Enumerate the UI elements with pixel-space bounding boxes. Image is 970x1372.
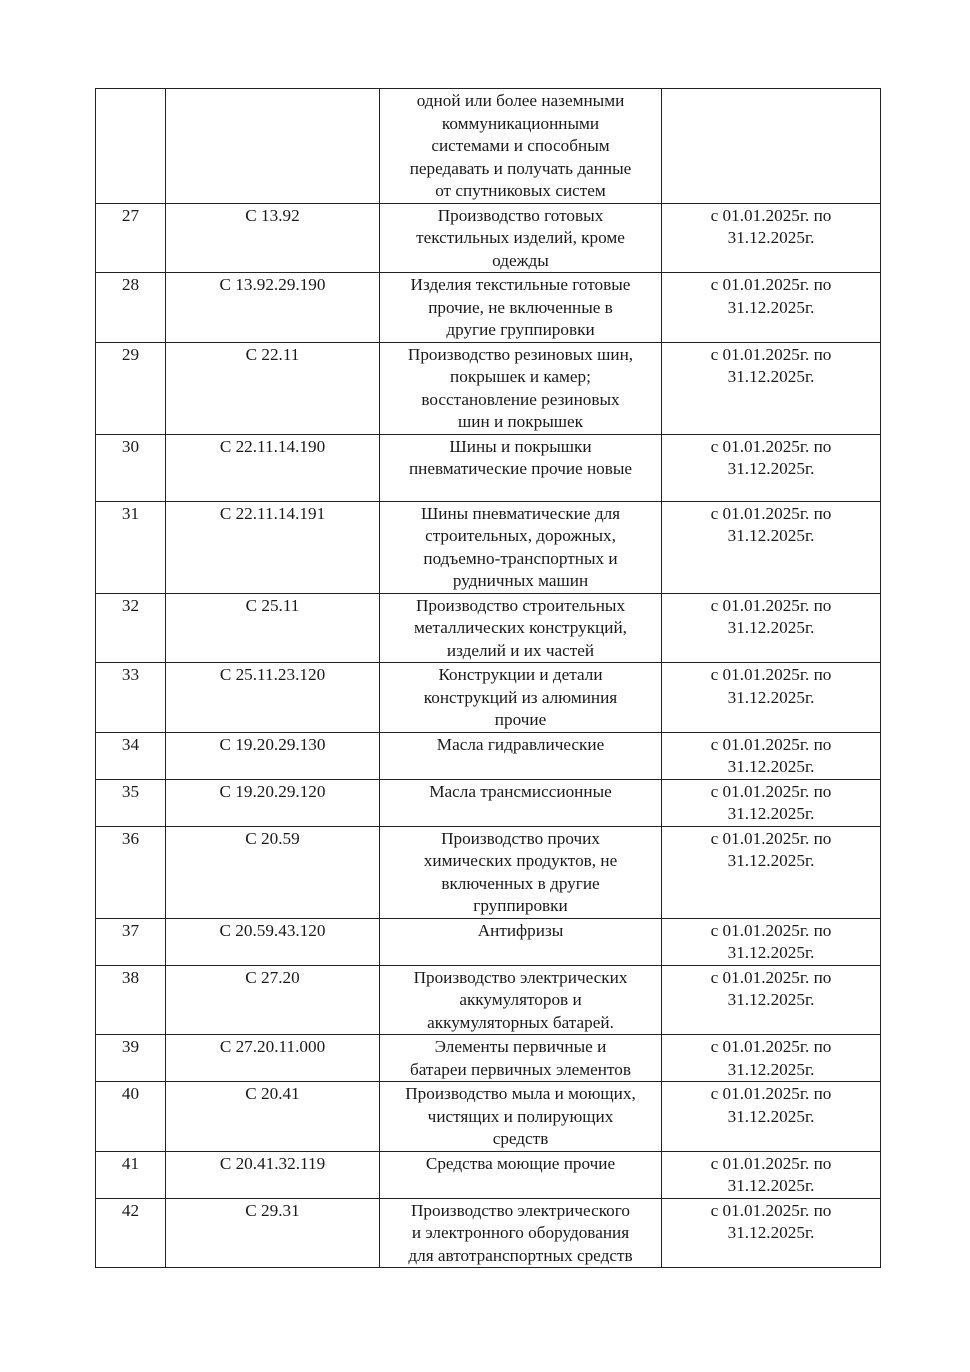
product-name-line: для автотранспортных средств xyxy=(408,1245,633,1265)
validity-period-line: с 01.01.2025г. по xyxy=(710,828,832,848)
validity-period-cell xyxy=(662,779,881,826)
okpd-code-cell: С 29.31 xyxy=(166,1198,380,1268)
product-name-cell xyxy=(380,826,662,918)
table-body xyxy=(96,89,881,1268)
row-number-cell: 28 xyxy=(96,273,166,343)
row-number-cell: 29 xyxy=(96,342,166,434)
product-name-line: химических продуктов, не xyxy=(423,851,618,870)
product-name-line: другие группировки xyxy=(446,320,595,339)
validity-period-cell xyxy=(662,826,881,918)
validity-period-line: 31.12.2025г. xyxy=(727,526,815,545)
validity-period-line: с 01.01.2025г. по xyxy=(710,1200,832,1220)
table-row xyxy=(96,593,881,663)
okpd-code-cell: С 20.41 xyxy=(166,1082,380,1152)
validity-period-line: 31.12.2025г. xyxy=(727,851,815,870)
product-name-cell xyxy=(380,1198,662,1268)
row-number-cell: 37 xyxy=(96,918,166,965)
table-row xyxy=(96,434,881,501)
row-number-cell: 33 xyxy=(96,663,166,733)
validity-period-line: с 01.01.2025г. по xyxy=(710,503,832,523)
product-name-line: Производство резиновых шин, xyxy=(407,344,634,364)
validity-period-line: 31.12.2025г. xyxy=(727,618,815,637)
validity-period-line: с 01.01.2025г. по xyxy=(710,781,832,801)
validity-period-cell xyxy=(662,203,881,273)
table-row xyxy=(96,1035,881,1082)
validity-period-line: с 01.01.2025г. по xyxy=(710,344,832,364)
product-name-line: покрышек и камер; xyxy=(450,367,591,386)
okpd-code-cell: С 20.41.32.119 xyxy=(166,1151,380,1198)
table-row xyxy=(96,203,881,273)
okpd-code-cell: С 25.11 xyxy=(166,593,380,663)
validity-period-line: с 01.01.2025г. по xyxy=(710,734,832,754)
product-name-line: рудничных машин xyxy=(452,571,589,590)
validity-period-line: 31.12.2025г. xyxy=(727,297,815,317)
okpd-code-cell: С 19.20.29.120 xyxy=(166,779,380,826)
product-name-line: батареи первичных элементов xyxy=(410,1059,631,1079)
product-name-line: Антифризы xyxy=(477,920,564,940)
okpd-code-cell: С 22.11.14.190 xyxy=(166,434,380,501)
row-number-cell: 36 xyxy=(96,826,166,918)
product-name-line: Масла трансмиссионные xyxy=(429,781,612,801)
okpd-code-cell: С 22.11 xyxy=(166,342,380,434)
product-name-line: Средства моющие прочие xyxy=(425,1153,616,1173)
validity-period-line: 31.12.2025г. xyxy=(727,757,815,776)
product-name-line: Производство готовых xyxy=(437,205,604,225)
product-name-line: средств xyxy=(492,1129,549,1148)
validity-period-cell xyxy=(662,501,881,593)
validity-period-line: 31.12.2025г. xyxy=(727,228,815,247)
validity-period-line: 31.12.2025г. xyxy=(727,367,815,386)
product-name-line: Масла гидравлические xyxy=(436,734,605,754)
product-name-cell xyxy=(380,203,662,273)
product-name-line: Производство мыла и моющих, xyxy=(405,1084,636,1103)
validity-period-cell xyxy=(662,89,881,204)
validity-period-line: с 01.01.2025г. по xyxy=(710,1037,832,1056)
product-name-cell xyxy=(380,1151,662,1198)
product-name-line: текстильных изделий, кроме xyxy=(416,228,625,247)
product-name-line: Элементы первичные и xyxy=(434,1037,607,1056)
product-name-line: группировки xyxy=(473,896,568,915)
registry-table xyxy=(95,88,881,1268)
validity-period-cell xyxy=(662,273,881,343)
product-name-line: передавать и получать данные xyxy=(409,158,632,178)
validity-period-line: с 01.01.2025г. по xyxy=(710,665,832,684)
table-row xyxy=(96,1151,881,1198)
table-row xyxy=(96,1082,881,1152)
row-number-cell: 34 xyxy=(96,732,166,779)
validity-period-line: 31.12.2025г. xyxy=(727,1223,815,1242)
product-name-cell xyxy=(380,342,662,434)
okpd-code-cell: С 19.20.29.130 xyxy=(166,732,380,779)
row-number-cell: 32 xyxy=(96,593,166,663)
row-number-cell: 42 xyxy=(96,1198,166,1268)
row-number-cell: 40 xyxy=(96,1082,166,1152)
row-number-cell: 41 xyxy=(96,1151,166,1198)
validity-period-cell xyxy=(662,434,881,501)
validity-period-line: 31.12.2025г. xyxy=(727,990,815,1009)
product-name-cell xyxy=(380,779,662,826)
product-name-line: включенных в другие xyxy=(441,873,600,893)
product-name-cell xyxy=(380,1035,662,1082)
validity-period-line: с 01.01.2025г. по xyxy=(710,205,832,225)
product-name-line: системами и способным xyxy=(431,136,610,155)
product-name-line: коммуникационными xyxy=(441,113,600,133)
product-name-line: прочие xyxy=(494,710,547,729)
okpd-code-cell: С 13.92.29.190 xyxy=(166,273,380,343)
validity-period-line: с 01.01.2025г. по xyxy=(710,1153,832,1173)
product-name-line: чистящих и полирующих xyxy=(427,1106,614,1126)
table-row xyxy=(96,732,881,779)
table-row xyxy=(96,663,881,733)
validity-period-cell xyxy=(662,918,881,965)
okpd-code-cell: С 27.20.11.000 xyxy=(166,1035,380,1082)
product-name-line: конструкций из алюминия xyxy=(423,687,618,707)
table-row xyxy=(96,273,881,343)
okpd-code-cell: С 22.11.14.191 xyxy=(166,501,380,593)
product-name-line: Шины пневматические для xyxy=(420,503,621,523)
product-name-line: Производство строительных xyxy=(415,595,626,615)
validity-period-line: с 01.01.2025г. по xyxy=(710,920,832,940)
product-name-line: металлических конструкций, xyxy=(414,618,627,637)
row-number-cell: 35 xyxy=(96,779,166,826)
row-number-cell: 38 xyxy=(96,965,166,1035)
validity-period-cell xyxy=(662,593,881,663)
product-name-line: Производство электрического xyxy=(411,1200,630,1220)
table-row xyxy=(96,918,881,965)
validity-period-line: с 01.01.2025г. по xyxy=(710,967,832,987)
table-row xyxy=(96,1198,881,1268)
validity-period-line: с 01.01.2025г. по xyxy=(710,275,832,294)
product-name-cell xyxy=(380,434,662,501)
product-name-cell xyxy=(380,593,662,663)
product-name-line: пневматические прочие новые xyxy=(408,459,633,478)
product-name-cell xyxy=(380,501,662,593)
okpd-code-cell: С 25.11.23.120 xyxy=(166,663,380,733)
table-row xyxy=(96,501,881,593)
product-name-line: изделий и их частей xyxy=(446,640,595,660)
row-number-cell: 30 xyxy=(96,434,166,501)
validity-period-cell xyxy=(662,342,881,434)
product-name-line: и электронного оборудования xyxy=(411,1223,630,1242)
validity-period-line: 31.12.2025г. xyxy=(727,943,815,962)
product-name-cell xyxy=(380,89,662,204)
product-name-line: прочие, не включенные в xyxy=(428,297,613,317)
row-number-cell: 31 xyxy=(96,501,166,593)
validity-period-cell xyxy=(662,732,881,779)
validity-period-line: с 01.01.2025г. по xyxy=(710,1084,832,1103)
product-name-cell xyxy=(380,1082,662,1152)
validity-period-line: 31.12.2025г. xyxy=(727,687,815,707)
table-row xyxy=(96,826,881,918)
validity-period-cell xyxy=(662,965,881,1035)
product-name-cell xyxy=(380,918,662,965)
okpd-code-cell: С 13.92 xyxy=(166,203,380,273)
row-number-cell: 27 xyxy=(96,203,166,273)
table-row xyxy=(96,89,881,204)
product-name-line: Конструкции и детали xyxy=(438,665,603,684)
product-name-line: шин и покрышек xyxy=(458,412,583,431)
table-row xyxy=(96,965,881,1035)
table-row xyxy=(96,779,881,826)
product-name-cell xyxy=(380,732,662,779)
validity-period-cell xyxy=(662,663,881,733)
product-name-line: от спутниковых систем xyxy=(435,181,606,200)
product-name-cell xyxy=(380,663,662,733)
validity-period-cell xyxy=(662,1198,881,1268)
product-name-line: аккумуляторов и xyxy=(459,990,582,1009)
table-row xyxy=(96,342,881,434)
product-name-line: одежды xyxy=(492,250,549,270)
row-number-cell: 39 xyxy=(96,1035,166,1082)
product-name-line: подъемно-транспортных и xyxy=(423,548,618,568)
validity-period-cell xyxy=(662,1035,881,1082)
validity-period-cell xyxy=(662,1151,881,1198)
okpd-code-cell xyxy=(166,89,380,204)
product-name-cell xyxy=(380,965,662,1035)
okpd-code-cell: С 20.59 xyxy=(166,826,380,918)
product-name-line: Шины и покрышки xyxy=(449,436,592,456)
validity-period-cell xyxy=(662,1082,881,1152)
product-name-line: одной или более наземными xyxy=(416,91,625,110)
validity-period-line: 31.12.2025г. xyxy=(727,1106,815,1126)
product-name-line: Изделия текстильные готовые xyxy=(410,275,631,294)
validity-period-line: с 01.01.2025г. по xyxy=(710,595,832,615)
validity-period-line: 31.12.2025г. xyxy=(727,804,815,823)
product-name-cell xyxy=(380,273,662,343)
validity-period-line: с 01.01.2025г. по xyxy=(710,436,832,456)
okpd-code-cell: С 20.59.43.120 xyxy=(166,918,380,965)
product-name-line: Производство прочих xyxy=(441,828,600,848)
product-name-line: восстановление резиновых xyxy=(421,389,620,409)
validity-period-line: 31.12.2025г. xyxy=(727,459,815,478)
product-name-line: Производство электрических xyxy=(413,967,628,987)
product-name-line: строительных, дорожных, xyxy=(425,526,616,545)
validity-period-line: 31.12.2025г. xyxy=(727,1059,815,1079)
validity-period-line: 31.12.2025г. xyxy=(727,1176,815,1195)
product-name-line: аккумуляторных батарей. xyxy=(427,1012,614,1032)
row-number-cell xyxy=(96,89,166,204)
okpd-code-cell: С 27.20 xyxy=(166,965,380,1035)
